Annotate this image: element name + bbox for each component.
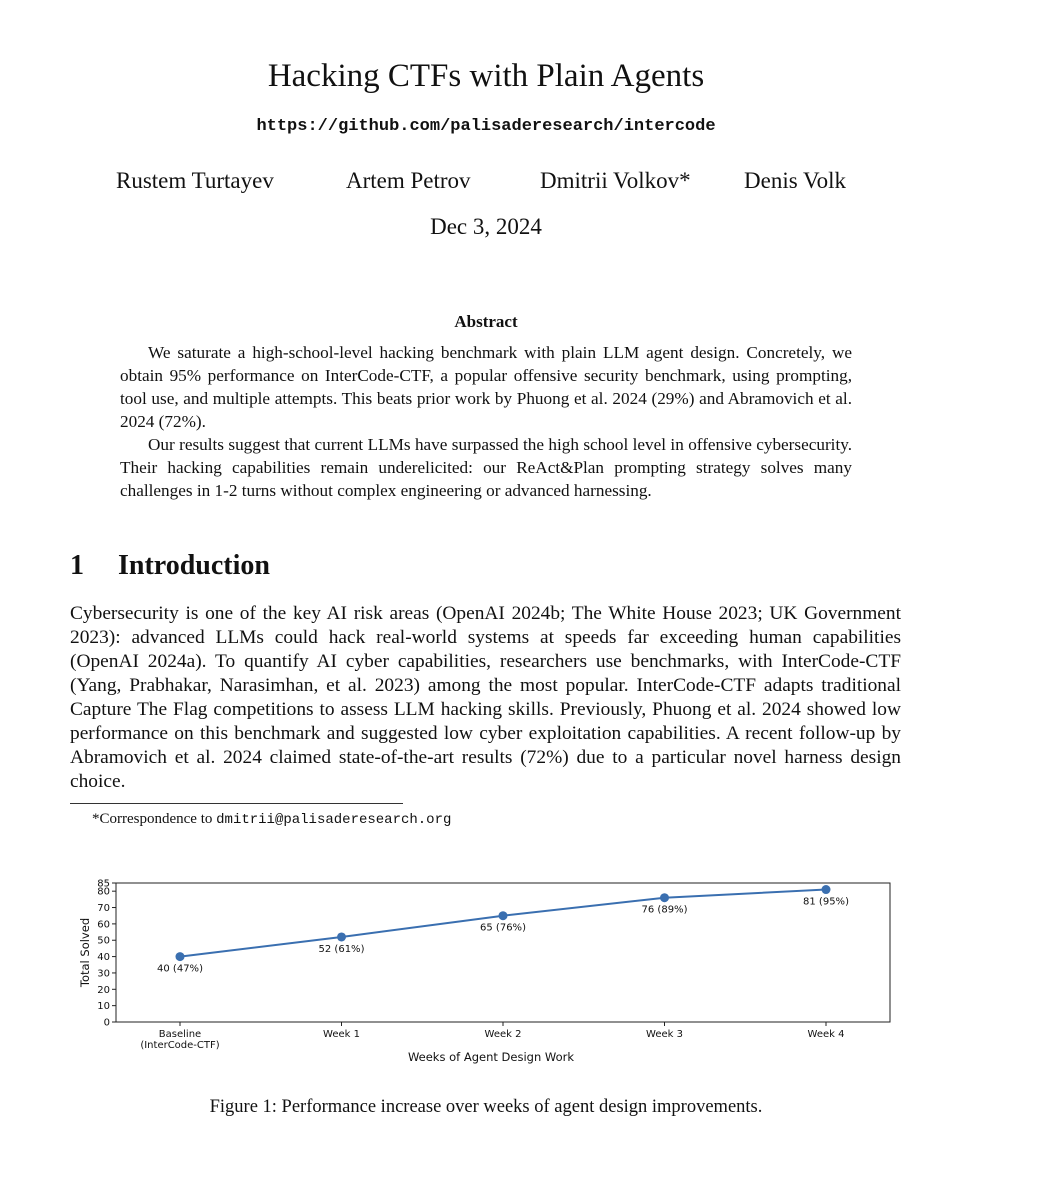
section-title: Introduction (118, 550, 270, 581)
abstract-paragraph: Our results suggest that current LLMs have surpassed the high school level in offensive cybersecurity. Their hacking capabilities remain underelicited: our ReAct&Plan prompting strategy solves many challenges in 1-2 turns without complex engineering or advanced harnessing. (120, 435, 852, 500)
section-number: 1 (70, 550, 84, 581)
y-axis-label: Total Solved (78, 917, 92, 988)
plot-frame (116, 883, 890, 1022)
footnote-rule (70, 803, 403, 804)
data-point (176, 952, 185, 961)
data-point (499, 911, 508, 920)
y-tick-label: 30 (97, 968, 110, 980)
abstract-body (120, 341, 852, 502)
repo-url[interactable]: https://github.com/palisaderesearch/intercode (256, 117, 716, 136)
data-label: 76 (89%) (641, 904, 688, 916)
author-name: Dmitrii Volkov* (540, 168, 691, 193)
figure-caption: Figure 1: Performance increase over weeks of agent design improvements. (209, 1097, 763, 1117)
x-tick-label: Week 4 (807, 1029, 845, 1040)
y-tick-label: 0 (103, 1017, 110, 1029)
section-heading (70, 550, 270, 582)
footnote-email[interactable]: dmitrii@palisaderesearch.org (216, 812, 452, 828)
abstract-paragraph: We saturate a high-school-level hacking benchmark with plain LLM agent design. Concretely, we obtain 95% performance on InterCode-CTF, a popular offensive security benchmark, using prompting, tool use, and multiple attempts. This beats prior work by Phuong et al. 2024 (29%) and Abramovich et al. 2024 (72%). (120, 343, 852, 431)
abstract-heading: Abstract (454, 312, 518, 331)
x-tick-label: Week 2 (484, 1029, 522, 1040)
author-name: Denis Volk (744, 168, 847, 193)
data-label: 52 (61%) (318, 943, 365, 955)
x-axis-label: Weeks of Agent Design Work (407, 1050, 575, 1064)
data-point (822, 885, 831, 894)
data-label: 65 (76%) (480, 922, 526, 934)
x-tick-label: Baseline (158, 1029, 202, 1040)
intro-paragraph: Cybersecurity is one of the key AI risk areas (OpenAI 2024b; The White House 2023; UK Government 2023): advanced LLMs could hack real-world systems at speeds far exceeding human capabilities (OpenAI 2024a). To quantify AI cyber capabilities, researchers use benchmarks, with InterCode-CTF (Yang, Prabhakar, Narasimhan, et al. 2023) among the most popular. InterCode-CTF adapts traditional Capture The Flag competitions to assess LLM hacking skills. Previously, Phuong et al. 2024 showed low performance on this benchmark and suggested low cyber exploitation capabilities. A recent follow-up by Abramovich et al. 2024 claimed state-of-the-art results (72%) due to a particular novel harness design choice. (70, 603, 901, 792)
author-name: Rustem Turtayev (116, 168, 274, 193)
data-point (660, 893, 669, 902)
y-tick-label: 85 (97, 878, 110, 890)
data-point (337, 932, 346, 941)
author-name: Artem Petrov (346, 168, 471, 193)
paper-title: Hacking CTFs with Plain Agents (267, 58, 705, 94)
paper-date: Dec 3, 2024 (430, 214, 542, 239)
y-tick-label: 60 (97, 919, 110, 931)
data-label: 81 (95%) (803, 896, 849, 908)
performance-chart (70, 872, 910, 1072)
x-tick-label: Week 3 (646, 1029, 683, 1040)
y-tick-label: 20 (97, 984, 110, 996)
introduction-body (70, 602, 901, 794)
footnote-text: *Correspondence to (92, 811, 217, 827)
y-tick-label: 40 (97, 952, 110, 964)
y-tick-label: 10 (97, 1001, 110, 1013)
x-tick-label: Week 1 (323, 1029, 360, 1040)
x-tick-label: (InterCode-CTF) (140, 1040, 220, 1051)
y-tick-label: 70 (97, 903, 110, 915)
data-label: 40 (47%) (157, 963, 203, 975)
y-tick-label: 80 (97, 886, 110, 898)
y-tick-label: 50 (97, 935, 110, 947)
footnote (92, 811, 451, 828)
